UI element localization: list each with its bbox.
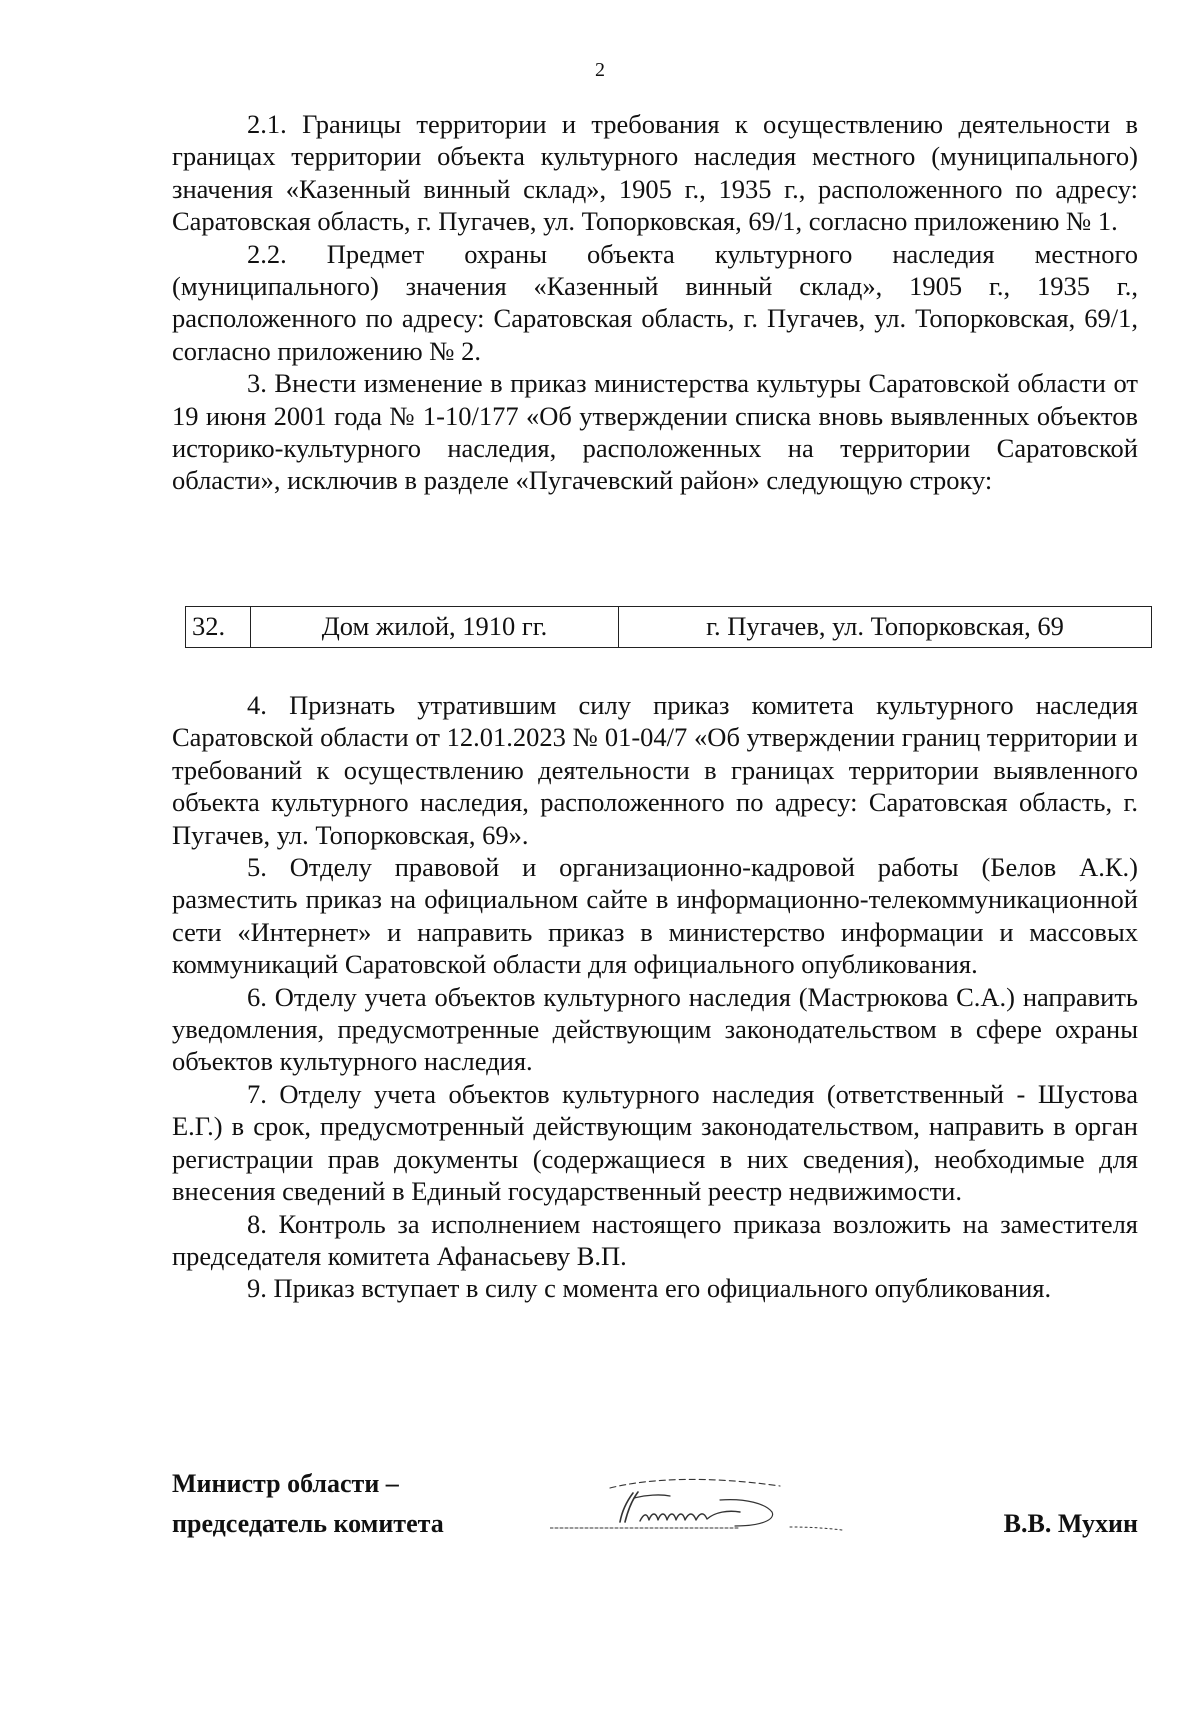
- paragraph-2-2: 2.2. Предмет охраны объекта культурного наследия местного (муниципального) значения «Казенный винный склад», 1905 г., 1935 г., расположенного по адресу: Саратовская область, г. Пугачев, ул. Топорковская, 69/1, согласно приложению № 2.: [172, 238, 1138, 366]
- paragraph-2-1: 2.1. Границы территории и требования к осуществлению деятельности в границах территории объекта культурного наследия местного (муниципального) значения «Казенный винный склад», 1905 г., 1935 г., расположенного по адресу: Саратовская область, г. Пугачев, ул. Топорковская, 69/1, согласно приложению № 1.: [172, 109, 1138, 237]
- page-number: 2: [595, 59, 605, 81]
- text-block-top: [172, 108, 1138, 497]
- paragraph-6: 6. Отделу учета объектов культурного наследия (Мастрюкова С.А.) направить уведомления, предусмотренные действующим законодательством в сфере охраны объектов культурного наследия.: [172, 981, 1138, 1077]
- paragraph-7: 7. Отделу учета объектов культурного наследия (ответственный - Шустова Е.Г.) в срок, предусмотренный действующим законодательством, направить в орган регистрации прав документы (содержащиеся в них сведения), необходимые для внесения сведений в Единый государственный реестр недвижимости.: [172, 1078, 1138, 1207]
- paragraph-8: 8. Контроль за исполнением настоящего приказа возложить на заместителя председателя комитета Афанасьеву В.П.: [172, 1208, 1138, 1271]
- signatory-name: В.В. Мухин: [1003, 1509, 1138, 1538]
- table-cell-address: г. Пугачев, ул. Топорковская, 69: [619, 607, 1152, 648]
- signature-block: [172, 1464, 1138, 1574]
- paragraph-3: 3. Внести изменение в приказ министерства культуры Саратовской области от 19 июня 2001 года № 1-10/177 «Об утверждении списка вновь выявленных объектов историко-культурного наследия, расположенных на территории Саратовской области», исключив в разделе «Пугачевский район» следующую строку:: [172, 368, 1138, 496]
- signatory-title-line-1: Министр области –: [172, 1469, 399, 1498]
- paragraph-5: 5. Отделу правовой и организационно-кадровой работы (Белов А.К.) разместить приказ на официальном сайте в информационно-телекоммуникационной сети «Интернет» и направить приказ в министерство информации и массовых коммуникаций Саратовской области для официального опубликования.: [172, 852, 1138, 980]
- table-cell-number: 32.: [186, 607, 251, 648]
- handwritten-signature: [550, 1464, 880, 1554]
- excluded-object-table: [185, 606, 1152, 648]
- table-row: [186, 607, 1152, 648]
- paragraph-4: 4. Признать утратившим силу приказ комитета культурного наследия Саратовской области от 12.01.2023 № 01-04/7 «Об утверждении границ территории и требований к осуществлению деятельности в границах территории выявленного объекта культурного наследия, расположенного по адресу: Саратовская область, г. Пугачев, ул. Топорковская, 69».: [172, 690, 1138, 850]
- text-block-bottom: [172, 689, 1138, 1305]
- paragraph-9: 9. Приказ вступает в силу с момента его официального опубликования.: [247, 1273, 1052, 1304]
- signatory-title-line-2: председатель комитета: [172, 1509, 444, 1538]
- signatory-title: [172, 1464, 444, 1544]
- table-cell-name: Дом жилой, 1910 гг.: [251, 607, 619, 648]
